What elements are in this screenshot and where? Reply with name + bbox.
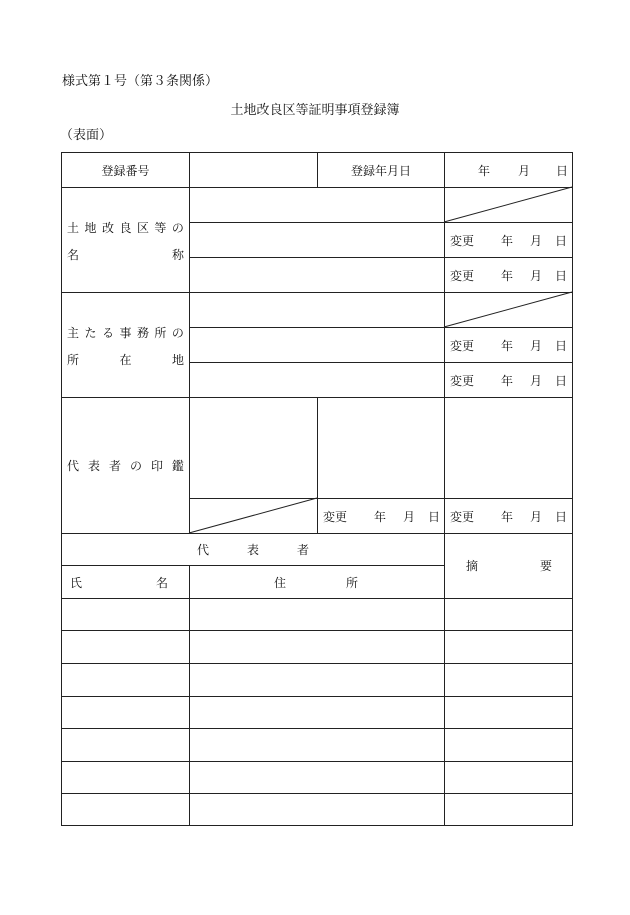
registration-date-label: 登録年月日 xyxy=(350,163,411,178)
registration-date-value[interactable] xyxy=(445,162,572,178)
form-number: 様式第１号（第３条関係） xyxy=(62,74,219,89)
office-label-line2: 所 在 地 xyxy=(67,353,184,367)
office-change-2[interactable]: 変更 年 月 日 xyxy=(450,374,568,388)
diagonal-slash xyxy=(444,292,572,327)
office-change-1[interactable]: 変更 年 月 日 xyxy=(450,339,568,353)
registration-number-value[interactable] xyxy=(190,153,317,187)
name-label-line1: 土 地 改 良 区 等 の xyxy=(67,221,184,235)
representative-header: 代 表 者 xyxy=(197,543,309,557)
name-change-1[interactable]: 変更 年 月 日 xyxy=(450,234,568,248)
month-unit: 月 xyxy=(518,164,531,178)
seal-label: 代 表 者 の 印 鑑 xyxy=(67,459,184,473)
diagonal-slash xyxy=(444,187,572,222)
side-label: （表面） xyxy=(60,128,113,143)
document-title: 土地改良区等証明事項登録簿 xyxy=(230,103,400,118)
name-label-line2: 名 称 xyxy=(67,248,184,262)
name-change-2[interactable]: 変更 年 月 日 xyxy=(450,269,568,283)
day-unit: 日 xyxy=(556,164,569,178)
column-name-header: 氏 名 xyxy=(70,576,168,590)
year-unit: 年 xyxy=(478,164,491,178)
seal-change-1[interactable]: 変更 年 月 日 xyxy=(323,510,441,524)
office-label-line1: 主 た る 事 務 所 の xyxy=(67,326,184,340)
column-summary-header: 摘 要 xyxy=(466,559,552,573)
diagonal-slash xyxy=(189,498,317,533)
registration-number-label: 登録番号 xyxy=(101,163,150,178)
seal-change-2[interactable]: 変更 年 月 日 xyxy=(450,510,568,524)
column-address-header: 住 所 xyxy=(274,576,358,590)
